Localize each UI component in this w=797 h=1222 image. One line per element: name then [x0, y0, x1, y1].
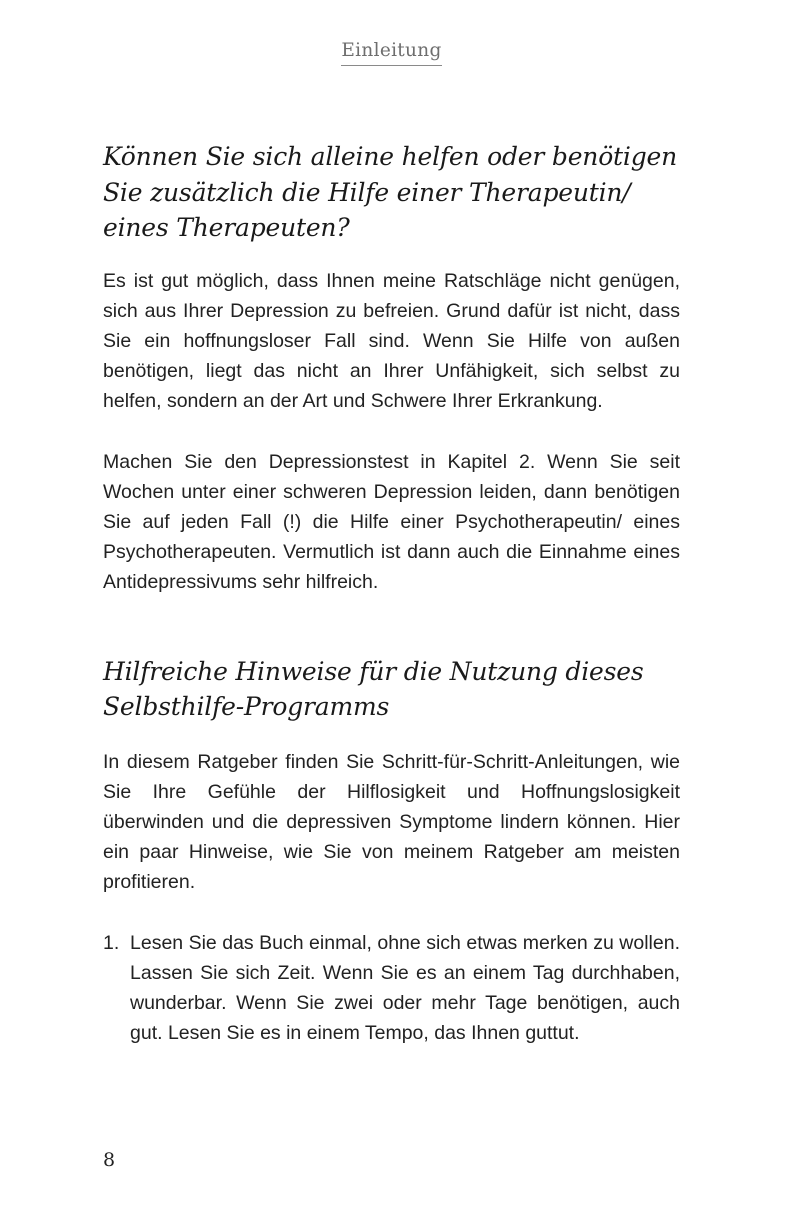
page-number: 8 [103, 1149, 116, 1171]
body-paragraph: In diesem Ratgeber finden Sie Schritt-für-Schritt-Anleitungen, wie Sie Ihre Gefühle der Hilflosigkeit und Hoffnungslosigkeit überwinden und die depressiven Symptome lindern können. Hier ein paar Hinweise, wie Sie von meinem Ratgeber am meisten profitieren. [103, 750, 680, 894]
section-heading: Hilfreiche Hinweise für die Nutzung dieses Selbsthilfe-Programms [103, 656, 644, 722]
list-item-text: Lesen Sie das Buch einmal, ohne sich etwas merken zu wollen. Lassen Sie sich Zeit. Wenn Sie es an einem Tag durchhaben, wunderbar. Wenn Sie zwei oder mehr Tage benötigen, auch gut. Lesen Sie es in einem Tempo, das Ihnen guttut. [130, 931, 680, 1045]
running-header [0, 40, 783, 66]
list-item [103, 928, 680, 1049]
list-item-number: 1. [103, 931, 120, 954]
running-header-title: Einleitung [341, 40, 441, 66]
body-paragraph: Machen Sie den Depressionstest in Kapitel 2. Wenn Sie seit Wochen unter einer schweren Depression leiden, dann benötigen Sie auf jeden Fall (!) die Hilfe einer Psychotherapeutin/ eines Psychotherapeuten. Vermutlich ist dann auch die Einnahme eines Antidepressivums sehr hilfreich. [103, 450, 680, 594]
section-heading: Können Sie sich alleine helfen oder benötigen Sie zusätzlich die Hilfe einer Therapeutin/ eines Therapeuten? [103, 142, 677, 242]
page-content [103, 136, 680, 1048]
body-paragraph: Es ist gut möglich, dass Ihnen meine Ratschläge nicht genügen, sich aus Ihrer Depression zu befreien. Grund dafür ist nicht, dass Sie ein hoffnungsloser Fall sind. Wenn Sie Hilfe von außen benötigen, liegt das nicht an Ihrer Unfähigkeit, sich selbst zu helfen, sondern an der Art und Schwere Ihrer Erkrankung. [103, 269, 680, 413]
numbered-list [103, 928, 680, 1049]
